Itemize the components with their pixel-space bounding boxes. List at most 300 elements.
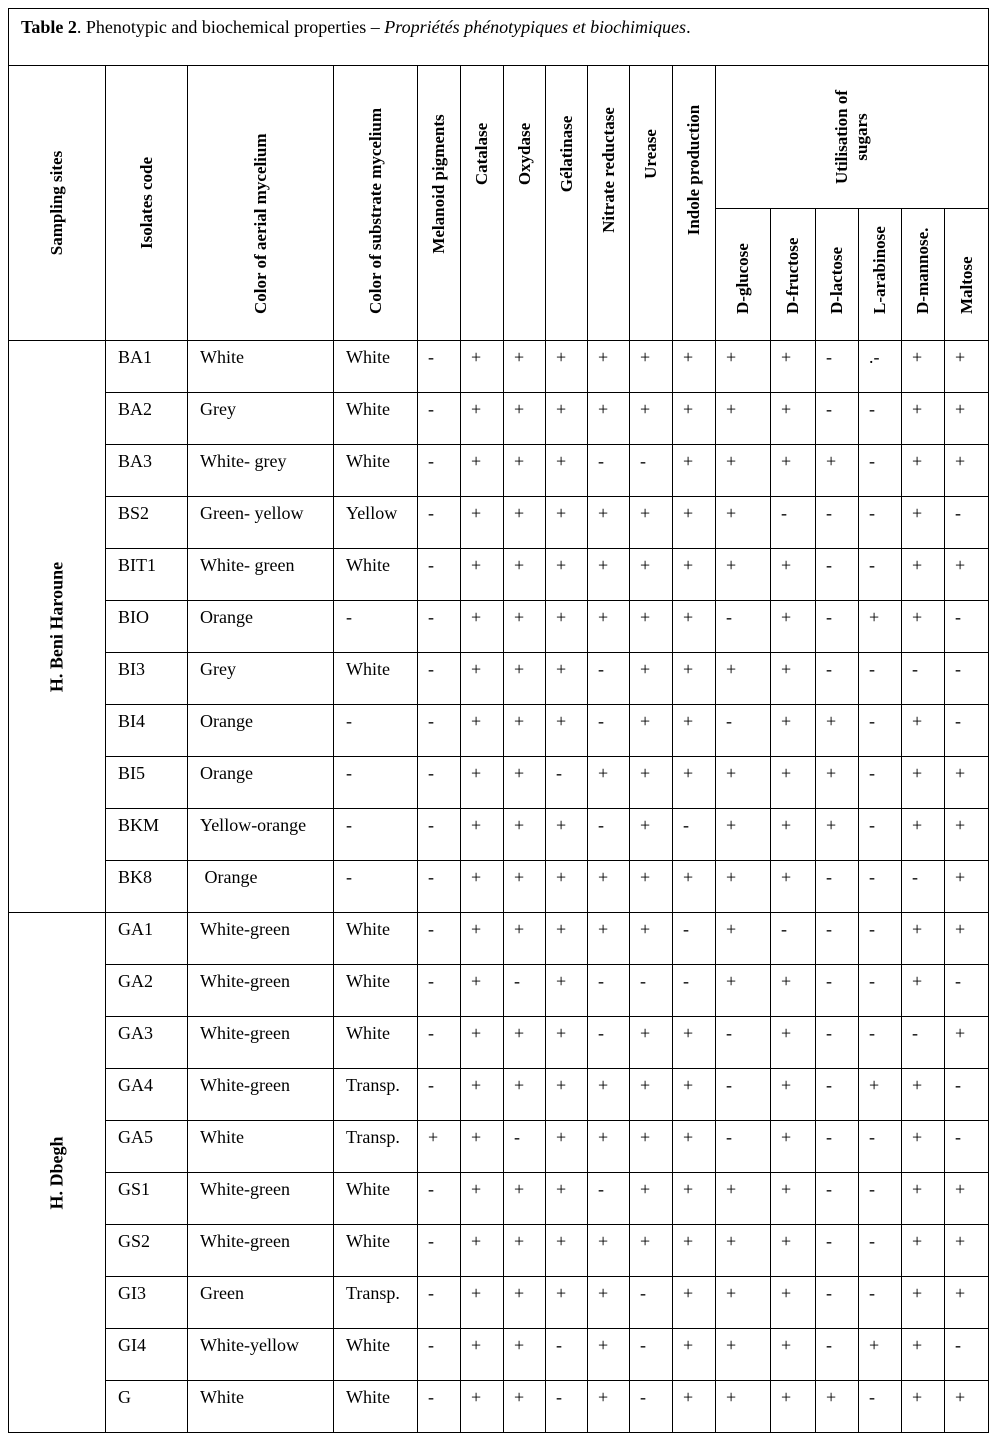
cell-gelatinase: -: [546, 1329, 588, 1381]
cell-nitrate-reductase: +: [588, 497, 630, 549]
cell-maltose: -: [945, 965, 989, 1017]
cell-oxydase: +: [504, 1329, 546, 1381]
cell-d-mannose: +: [902, 809, 945, 861]
cell-l-arabinose: -: [859, 1225, 902, 1277]
cell-substrate-color: White: [334, 653, 418, 705]
cell-d-glucose: +: [716, 1225, 771, 1277]
table-row: [9, 1017, 989, 1069]
cell-aerial-color: White: [188, 1381, 334, 1433]
cell-catalase: +: [461, 1173, 504, 1225]
cell-indole: +: [673, 861, 716, 913]
cell-substrate-color: Transp.: [334, 1121, 418, 1173]
table-row: [9, 497, 989, 549]
cell-catalase: +: [461, 549, 504, 601]
cell-aerial-color: White-green: [188, 1017, 334, 1069]
cell-indole: +: [673, 1069, 716, 1121]
cell-indole: +: [673, 1277, 716, 1329]
header-urease: Urease: [630, 66, 673, 341]
cell-d-mannose: +: [902, 1277, 945, 1329]
cell-indole: +: [673, 497, 716, 549]
cell-maltose: +: [945, 445, 989, 497]
cell-d-glucose: +: [716, 861, 771, 913]
cell-melanoid: -: [418, 1381, 461, 1433]
cell-catalase: +: [461, 601, 504, 653]
cell-urease: +: [630, 1069, 673, 1121]
cell-substrate-color: White: [334, 445, 418, 497]
cell-maltose: +: [945, 1017, 989, 1069]
cell-gelatinase: +: [546, 809, 588, 861]
cell-d-fructose: +: [771, 1381, 816, 1433]
header-maltose: Maltose: [945, 209, 989, 341]
cell-maltose: -: [945, 1069, 989, 1121]
cell-nitrate-reductase: +: [588, 1329, 630, 1381]
cell-gelatinase: +: [546, 1121, 588, 1173]
cell-gelatinase: +: [546, 1017, 588, 1069]
cell-urease: +: [630, 393, 673, 445]
cell-maltose: +: [945, 393, 989, 445]
cell-d-glucose: +: [716, 809, 771, 861]
cell-nitrate-reductase: +: [588, 913, 630, 965]
cell-substrate-color: -: [334, 705, 418, 757]
cell-maltose: +: [945, 341, 989, 393]
cell-d-fructose: +: [771, 1277, 816, 1329]
table-row: [9, 601, 989, 653]
cell-isolate-code: BI4: [106, 705, 188, 757]
cell-aerial-color: Grey: [188, 653, 334, 705]
cell-d-lactose: -: [816, 393, 859, 445]
cell-d-glucose: +: [716, 341, 771, 393]
cell-maltose: -: [945, 1329, 989, 1381]
cell-urease: +: [630, 497, 673, 549]
cell-nitrate-reductase: +: [588, 549, 630, 601]
cell-melanoid: -: [418, 601, 461, 653]
cell-isolate-code: BKM: [106, 809, 188, 861]
cell-d-mannose: +: [902, 965, 945, 1017]
cell-d-fructose: +: [771, 757, 816, 809]
cell-nitrate-reductase: +: [588, 393, 630, 445]
cell-catalase: +: [461, 1225, 504, 1277]
cell-isolate-code: GS1: [106, 1173, 188, 1225]
cell-indole: +: [673, 653, 716, 705]
cell-catalase: +: [461, 1069, 504, 1121]
cell-d-glucose: +: [716, 1381, 771, 1433]
cell-indole: +: [673, 1381, 716, 1433]
cell-d-glucose: +: [716, 393, 771, 445]
header-sugars: [716, 66, 989, 209]
cell-indole: -: [673, 809, 716, 861]
cell-d-mannose: +: [902, 497, 945, 549]
cell-substrate-color: White: [334, 1225, 418, 1277]
cell-d-lactose: -: [816, 653, 859, 705]
cell-isolate-code: GI3: [106, 1277, 188, 1329]
cell-d-fructose: +: [771, 861, 816, 913]
cell-d-mannose: +: [902, 705, 945, 757]
cell-indole: +: [673, 1225, 716, 1277]
cell-l-arabinose: -: [859, 861, 902, 913]
cell-melanoid: -: [418, 341, 461, 393]
cell-l-arabinose: -: [859, 913, 902, 965]
cell-l-arabinose: -: [859, 757, 902, 809]
cell-gelatinase: -: [546, 1381, 588, 1433]
cell-catalase: +: [461, 445, 504, 497]
cell-melanoid: -: [418, 1017, 461, 1069]
cell-gelatinase: +: [546, 705, 588, 757]
table-row: [9, 1329, 989, 1381]
cell-catalase: +: [461, 653, 504, 705]
cell-gelatinase: +: [546, 1173, 588, 1225]
cell-urease: +: [630, 1017, 673, 1069]
cell-catalase: +: [461, 393, 504, 445]
cell-oxydase: +: [504, 913, 546, 965]
cell-oxydase: +: [504, 1277, 546, 1329]
header-nitrate-reductase: Nitrate reductase: [588, 66, 630, 341]
cell-oxydase: -: [504, 1121, 546, 1173]
cell-oxydase: +: [504, 809, 546, 861]
table-row: [9, 1173, 989, 1225]
sampling-site-label: H. Beni Haroune: [46, 561, 67, 692]
cell-d-lactose: +: [816, 445, 859, 497]
cell-nitrate-reductase: +: [588, 1277, 630, 1329]
cell-d-lactose: -: [816, 913, 859, 965]
header-sugars-line1: Utilisation of: [832, 90, 852, 184]
cell-d-lactose: -: [816, 1173, 859, 1225]
table-row: [9, 1121, 989, 1173]
cell-d-mannose: +: [902, 913, 945, 965]
cell-indole: +: [673, 705, 716, 757]
cell-urease: -: [630, 965, 673, 1017]
sampling-site-label: H. Dbegh: [46, 1135, 67, 1210]
cell-l-arabinose: +: [859, 1329, 902, 1381]
cell-urease: -: [630, 1329, 673, 1381]
cell-gelatinase: +: [546, 1225, 588, 1277]
header-fructose: D-fructose: [771, 209, 816, 341]
cell-oxydase: +: [504, 497, 546, 549]
cell-d-lactose: -: [816, 1121, 859, 1173]
header-oxydase: Oxydase: [504, 66, 546, 341]
cell-d-glucose: -: [716, 705, 771, 757]
cell-nitrate-reductase: -: [588, 653, 630, 705]
cell-indole: +: [673, 1121, 716, 1173]
cell-d-mannose: +: [902, 549, 945, 601]
cell-indole: +: [673, 549, 716, 601]
cell-melanoid: -: [418, 1069, 461, 1121]
cell-d-glucose: -: [716, 1121, 771, 1173]
cell-maltose: +: [945, 809, 989, 861]
cell-gelatinase: +: [546, 549, 588, 601]
cell-aerial-color: Grey: [188, 393, 334, 445]
header-melanoid: Melanoid pigments: [418, 66, 461, 341]
cell-aerial-color: White-green: [188, 913, 334, 965]
cell-substrate-color: White: [334, 1173, 418, 1225]
cell-gelatinase: +: [546, 1277, 588, 1329]
cell-d-fructose: +: [771, 601, 816, 653]
cell-isolate-code: G: [106, 1381, 188, 1433]
cell-d-mannose: +: [902, 1069, 945, 1121]
cell-d-fructose: +: [771, 1173, 816, 1225]
cell-melanoid: -: [418, 653, 461, 705]
cell-d-lactose: -: [816, 601, 859, 653]
cell-oxydase: +: [504, 1017, 546, 1069]
cell-maltose: -: [945, 653, 989, 705]
cell-catalase: +: [461, 757, 504, 809]
cell-d-lactose: -: [816, 549, 859, 601]
header-catalase: Catalase: [461, 66, 504, 341]
cell-d-mannose: +: [902, 1173, 945, 1225]
cell-d-lactose: -: [816, 861, 859, 913]
cell-urease: -: [630, 445, 673, 497]
cell-oxydase: +: [504, 1173, 546, 1225]
caption-label: Table 2: [21, 17, 77, 37]
cell-aerial-color: White- green: [188, 549, 334, 601]
cell-catalase: +: [461, 1329, 504, 1381]
cell-melanoid: -: [418, 445, 461, 497]
cell-urease: +: [630, 705, 673, 757]
header-lactose: D-lactose: [816, 209, 859, 341]
cell-l-arabinose: -: [859, 1121, 902, 1173]
table-row: [9, 757, 989, 809]
cell-d-mannose: +: [902, 393, 945, 445]
cell-melanoid: -: [418, 705, 461, 757]
caption-text-fr: Propriétés phénotypiques et biochimiques: [384, 17, 687, 37]
sampling-site-cell: [9, 341, 106, 913]
cell-maltose: -: [945, 601, 989, 653]
cell-maltose: +: [945, 757, 989, 809]
cell-urease: +: [630, 341, 673, 393]
cell-melanoid: -: [418, 1329, 461, 1381]
cell-d-lactose: +: [816, 1381, 859, 1433]
cell-l-arabinose: -: [859, 1277, 902, 1329]
table-row: [9, 653, 989, 705]
header-glucose: D-glucose: [716, 209, 771, 341]
cell-urease: +: [630, 653, 673, 705]
cell-substrate-color: -: [334, 809, 418, 861]
table-row: [9, 1225, 989, 1277]
cell-nitrate-reductase: -: [588, 1017, 630, 1069]
cell-isolate-code: BA1: [106, 341, 188, 393]
header-indole: Indole production: [673, 66, 716, 341]
cell-substrate-color: White: [334, 549, 418, 601]
cell-catalase: +: [461, 341, 504, 393]
cell-d-lactose: -: [816, 1225, 859, 1277]
cell-d-glucose: +: [716, 1329, 771, 1381]
cell-d-glucose: +: [716, 549, 771, 601]
cell-substrate-color: Transp.: [334, 1069, 418, 1121]
cell-nitrate-reductase: -: [588, 809, 630, 861]
cell-melanoid: -: [418, 1277, 461, 1329]
table-row: [9, 1069, 989, 1121]
cell-d-fructose: +: [771, 1225, 816, 1277]
cell-oxydase: +: [504, 445, 546, 497]
cell-urease: -: [630, 1277, 673, 1329]
cell-nitrate-reductase: +: [588, 1121, 630, 1173]
cell-d-lactose: -: [816, 1277, 859, 1329]
cell-aerial-color: Orange: [188, 757, 334, 809]
cell-d-mannose: +: [902, 445, 945, 497]
phenotypic-table: [8, 8, 989, 1433]
cell-d-mannose: +: [902, 1121, 945, 1173]
cell-isolate-code: GA5: [106, 1121, 188, 1173]
sampling-site-cell: [9, 913, 106, 1433]
cell-gelatinase: +: [546, 653, 588, 705]
cell-nitrate-reductase: +: [588, 1225, 630, 1277]
cell-substrate-color: White: [334, 965, 418, 1017]
cell-d-lactose: -: [816, 1329, 859, 1381]
cell-melanoid: -: [418, 809, 461, 861]
cell-d-glucose: +: [716, 445, 771, 497]
cell-melanoid: -: [418, 1225, 461, 1277]
cell-indole: +: [673, 1017, 716, 1069]
table-row: [9, 861, 989, 913]
cell-nitrate-reductase: +: [588, 601, 630, 653]
cell-gelatinase: +: [546, 601, 588, 653]
cell-indole: -: [673, 913, 716, 965]
cell-oxydase: +: [504, 705, 546, 757]
cell-l-arabinose: -: [859, 809, 902, 861]
cell-maltose: -: [945, 497, 989, 549]
header-mannose: D-mannose.: [902, 209, 945, 341]
cell-urease: +: [630, 1121, 673, 1173]
cell-aerial-color: Green- yellow: [188, 497, 334, 549]
cell-d-glucose: +: [716, 1277, 771, 1329]
header-gelatinase: Gélatinase: [546, 66, 588, 341]
cell-l-arabinose: -: [859, 1017, 902, 1069]
cell-l-arabinose: -: [859, 1173, 902, 1225]
cell-nitrate-reductase: -: [588, 705, 630, 757]
cell-oxydase: +: [504, 1225, 546, 1277]
cell-d-lactose: +: [816, 705, 859, 757]
cell-d-lactose: -: [816, 1017, 859, 1069]
cell-d-mannose: +: [902, 601, 945, 653]
cell-l-arabinose: -: [859, 1381, 902, 1433]
cell-aerial-color: White: [188, 341, 334, 393]
cell-catalase: +: [461, 497, 504, 549]
cell-d-fructose: +: [771, 809, 816, 861]
cell-nitrate-reductase: +: [588, 757, 630, 809]
cell-gelatinase: +: [546, 861, 588, 913]
table-row: [9, 965, 989, 1017]
cell-melanoid: -: [418, 913, 461, 965]
cell-gelatinase: -: [546, 757, 588, 809]
cell-gelatinase: +: [546, 393, 588, 445]
cell-l-arabinose: -: [859, 965, 902, 1017]
cell-urease: -: [630, 1381, 673, 1433]
header-arabinose: L-arabinose: [859, 209, 902, 341]
cell-gelatinase: +: [546, 913, 588, 965]
cell-melanoid: -: [418, 393, 461, 445]
cell-d-fructose: +: [771, 653, 816, 705]
cell-oxydase: +: [504, 601, 546, 653]
cell-substrate-color: White: [334, 1381, 418, 1433]
cell-urease: +: [630, 809, 673, 861]
cell-aerial-color: White- grey: [188, 445, 334, 497]
cell-d-glucose: +: [716, 965, 771, 1017]
cell-oxydase: +: [504, 1069, 546, 1121]
cell-urease: +: [630, 913, 673, 965]
cell-d-fructose: +: [771, 341, 816, 393]
header-sampling-sites: Sampling sites: [9, 66, 106, 341]
cell-substrate-color: -: [334, 601, 418, 653]
cell-maltose: -: [945, 705, 989, 757]
cell-substrate-color: Transp.: [334, 1277, 418, 1329]
table-row: [9, 393, 989, 445]
cell-nitrate-reductase: +: [588, 1069, 630, 1121]
caption-text: . Phenotypic and biochemical properties –: [76, 17, 385, 37]
cell-oxydase: -: [504, 965, 546, 1017]
cell-indole: +: [673, 445, 716, 497]
cell-catalase: +: [461, 861, 504, 913]
header-sugars-line2: sugars: [852, 113, 872, 161]
cell-aerial-color: Green: [188, 1277, 334, 1329]
cell-aerial-color: White-yellow: [188, 1329, 334, 1381]
cell-gelatinase: +: [546, 497, 588, 549]
header-aerial-mycelium: Color of aerial mycelium: [188, 66, 334, 341]
cell-d-lactose: -: [816, 341, 859, 393]
cell-d-fructose: -: [771, 913, 816, 965]
cell-l-arabinose: -: [859, 549, 902, 601]
cell-oxydase: +: [504, 549, 546, 601]
header-substrate-mycelium: Color of substrate mycelium: [334, 66, 418, 341]
cell-d-glucose: +: [716, 757, 771, 809]
cell-indole: +: [673, 393, 716, 445]
cell-nitrate-reductase: -: [588, 965, 630, 1017]
cell-urease: +: [630, 757, 673, 809]
cell-aerial-color: White-green: [188, 1225, 334, 1277]
cell-d-mannose: +: [902, 757, 945, 809]
cell-d-glucose: +: [716, 653, 771, 705]
cell-oxydase: +: [504, 861, 546, 913]
cell-melanoid: +: [418, 1121, 461, 1173]
cell-maltose: -: [945, 1121, 989, 1173]
table-row: [9, 809, 989, 861]
cell-d-fructose: -: [771, 497, 816, 549]
cell-catalase: +: [461, 1121, 504, 1173]
cell-gelatinase: +: [546, 965, 588, 1017]
cell-d-lactose: -: [816, 1069, 859, 1121]
cell-d-fructose: +: [771, 1329, 816, 1381]
cell-l-arabinose: -: [859, 653, 902, 705]
header-isolates-code: Isolates code: [106, 66, 188, 341]
cell-d-lactose: +: [816, 809, 859, 861]
cell-d-glucose: +: [716, 913, 771, 965]
cell-d-glucose: -: [716, 1017, 771, 1069]
cell-gelatinase: +: [546, 1069, 588, 1121]
cell-d-lactose: +: [816, 757, 859, 809]
cell-nitrate-reductase: +: [588, 1381, 630, 1433]
cell-maltose: +: [945, 1381, 989, 1433]
cell-melanoid: -: [418, 1173, 461, 1225]
table-row: [9, 341, 989, 393]
table-caption: [9, 9, 989, 66]
cell-melanoid: -: [418, 549, 461, 601]
cell-maltose: +: [945, 1277, 989, 1329]
cell-isolate-code: BS2: [106, 497, 188, 549]
cell-gelatinase: +: [546, 445, 588, 497]
cell-catalase: +: [461, 965, 504, 1017]
cell-isolate-code: BI3: [106, 653, 188, 705]
cell-maltose: +: [945, 913, 989, 965]
cell-l-arabinose: -: [859, 393, 902, 445]
table-row: [9, 913, 989, 965]
cell-l-arabinose: +: [859, 1069, 902, 1121]
cell-d-mannose: +: [902, 1329, 945, 1381]
cell-isolate-code: BIO: [106, 601, 188, 653]
caption-end: .: [686, 17, 691, 37]
cell-oxydase: +: [504, 393, 546, 445]
cell-substrate-color: Yellow: [334, 497, 418, 549]
cell-oxydase: +: [504, 653, 546, 705]
table-row: [9, 1381, 989, 1433]
cell-indole: +: [673, 1173, 716, 1225]
